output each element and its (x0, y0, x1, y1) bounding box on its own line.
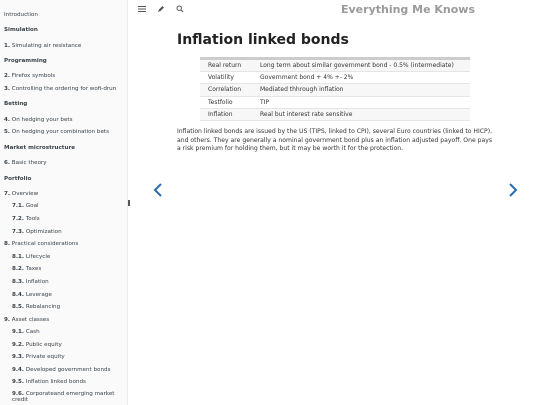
table-cell-value: Real but interest rate sensitive (256, 108, 470, 120)
table-cell-key: Correlation (200, 84, 256, 96)
table-cell-value: Long term about similar government bond - 0.5% (intermediate) (256, 59, 470, 72)
sidebar-item-rebalancing[interactable]: 8.5. Rebalancing (12, 304, 61, 310)
sidebar-item-practical-considerations[interactable]: 8. Practical considerations (4, 241, 79, 247)
sidebar-item-cash[interactable]: 9.1. Cash (12, 329, 40, 335)
table-cell-value: Mediated thhrough inflation (256, 84, 470, 96)
table-cell-key: Testfolio (200, 96, 256, 108)
table-cell-key: Inflation (200, 108, 256, 120)
sidebar-item-hedging-combination-bets[interactable]: 5. On hedging your combination bets (4, 129, 110, 135)
menu-bar (132, 0, 540, 22)
search-icon[interactable] (176, 5, 184, 16)
sidebar-item-wofi-drun[interactable]: 3. Controlling the ordering for wofi-drun (4, 86, 117, 92)
sidebar-item-inflation[interactable]: 8.3. Inflation (12, 279, 49, 285)
table-cell-value: TIP (256, 96, 470, 108)
table-cell-value: Government bond + 4% +- 2% (256, 72, 470, 84)
sidebar-section-market-microstructure: Market microstructure (4, 145, 76, 151)
table-cell-key: Real return (200, 59, 256, 72)
sidebar-item-simulating-air-resistance[interactable]: 1. Simulating air resistance (4, 43, 82, 49)
table-row (200, 72, 470, 84)
book-title: Everything Me Knows (341, 3, 475, 16)
pencil-icon[interactable] (157, 5, 165, 16)
sidebar-item-public-equity[interactable]: 9.2. Public equity (12, 342, 62, 348)
page-title: Inflation linked bonds (177, 32, 349, 48)
sidebar-section-portfolio: Portfolio (4, 176, 32, 182)
sidebar-item-corporate-emerging-credit[interactable]: 9.6. Corporateand emerging market credit (12, 391, 115, 404)
table-row (200, 96, 470, 108)
sidebar (0, 0, 128, 405)
next-chapter-button[interactable] (505, 181, 521, 199)
sidebar-resize-handle[interactable] (128, 200, 130, 206)
hamburger-icon[interactable] (138, 5, 146, 16)
sidebar-section-simulation: Simulation (4, 27, 38, 33)
sidebar-item-developed-government-bonds[interactable]: 9.4. Developed government bonds (12, 367, 111, 373)
sidebar-item-firefox-symbols[interactable]: 2. Firefox symbols (4, 73, 56, 79)
table-cell-key: Volatility (200, 72, 256, 84)
sidebar-item-tools[interactable]: 7.2. Tools (12, 216, 40, 222)
sidebar-item-basic-theory[interactable]: 6. Basic theory (4, 160, 47, 166)
table-row (200, 108, 470, 120)
sidebar-item-overview[interactable]: 7. Overview (4, 191, 39, 197)
sidebar-item-taxes[interactable]: 8.2. Taxes (12, 266, 42, 272)
sidebar-item-inflation-linked-bonds[interactable]: 9.5. Inflation linked bonds (12, 379, 86, 385)
body-paragraph: Inflation linked bonds are issued by the US (TIPS, linked to CPI), several Euro countries (linked to HICP), and others. They are generally a nominal government bond plus an inflation adjusted payoff. One pays a risk premium for holding them, but it may be worth it for the protection. (177, 128, 493, 153)
sidebar-item-hedging-bets[interactable]: 4. On hedging your bets (4, 117, 73, 123)
chevron-left-icon (150, 181, 166, 199)
sidebar-item-private-equity[interactable]: 9.3. Private equity (12, 354, 65, 360)
chevron-right-icon (505, 181, 521, 199)
table-row (200, 84, 470, 96)
sidebar-item-asset-classes[interactable]: 9. Asset classes (4, 317, 50, 323)
sidebar-item-optimization[interactable]: 7.3. Optimization (12, 229, 62, 235)
sidebar-section-betting: Betting (4, 101, 28, 107)
sidebar-item-lifecycle[interactable]: 8.1. Lifecycle (12, 254, 51, 260)
previous-chapter-button[interactable] (150, 181, 166, 199)
properties-table (200, 57, 470, 121)
sidebar-item-goal[interactable]: 7.1. Goal (12, 203, 39, 209)
table-row (200, 59, 470, 72)
sidebar-section-programming: Programming (4, 58, 47, 64)
sidebar-item-leverage[interactable]: 8.4. Leverage (12, 292, 52, 298)
sidebar-item-introduction[interactable]: Introduction (4, 12, 38, 18)
